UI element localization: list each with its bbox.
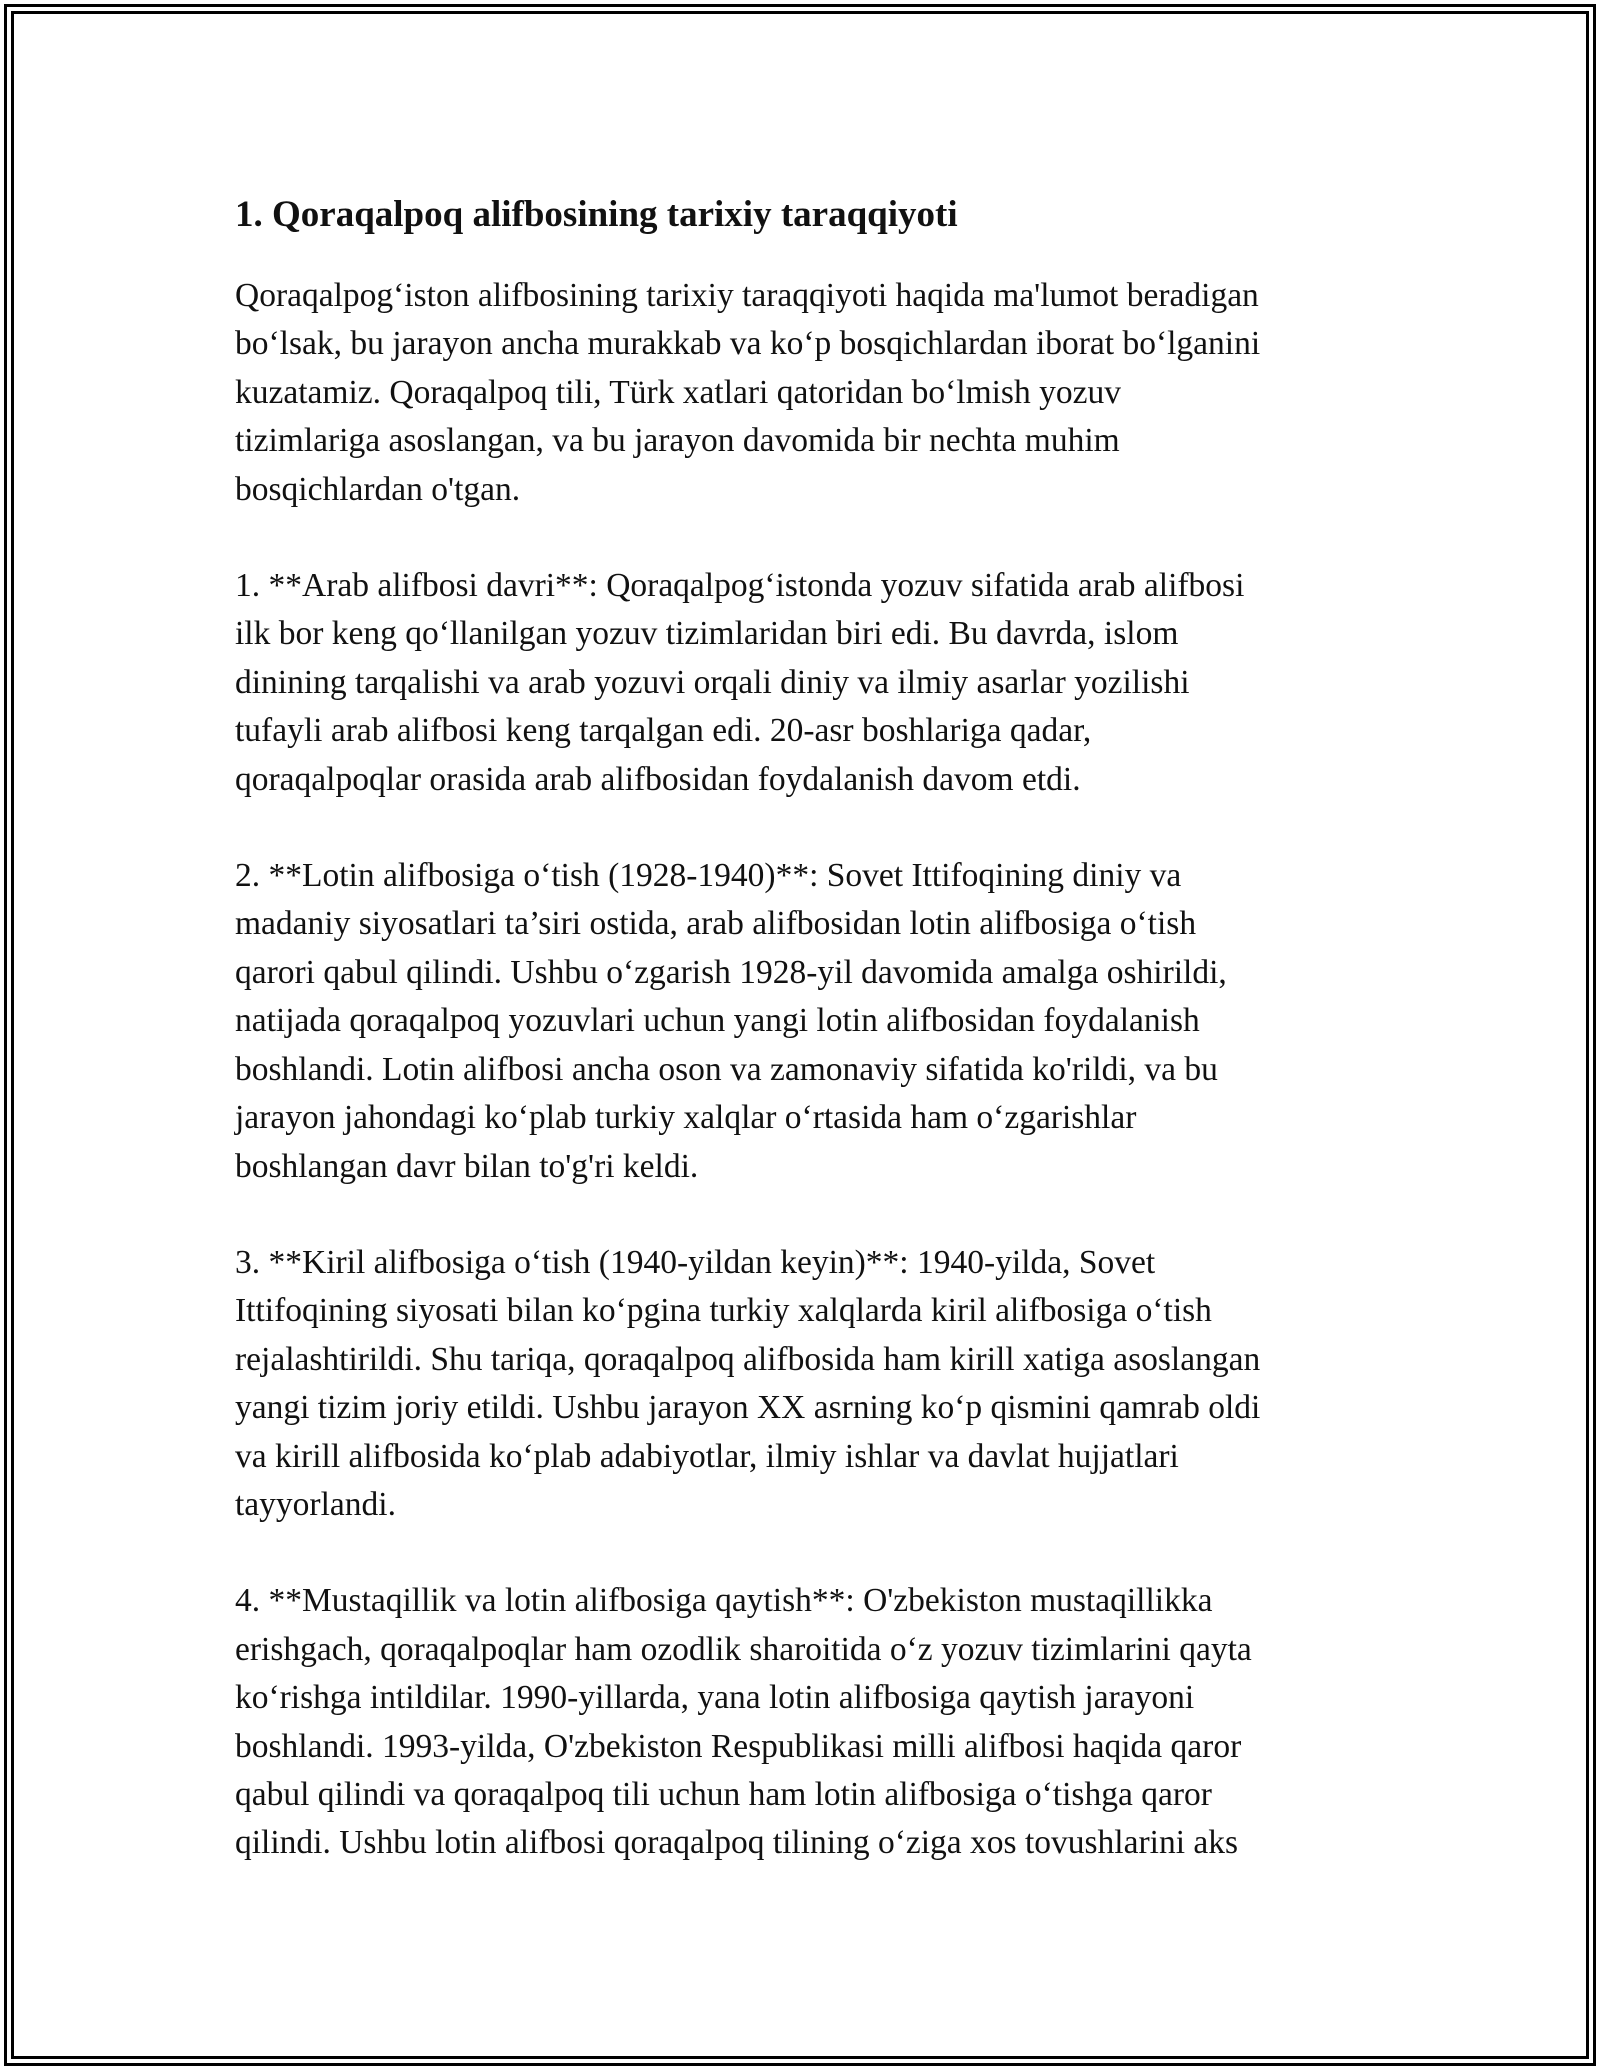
intro-paragraph: Qoraqalpog‘iston alifbosining tarixiy taraqqiyoti haqida ma'lumot beradigan bo‘lsak, bu jarayon ancha murakkab va ko‘p bosqichlardan iborat bo‘lganini kuzatamiz. Qoraqalpoq tili, Türk xatlari qatoridan bo‘lmish yozuv tizimlariga asoslangan, va bu jarayon davomida bir nechta muhim bosqichlardan o'tgan. [235, 277, 1261, 508]
paragraph-independence: 4. **Mustaqillik va lotin alifbosiga qaytish**: O'zbekiston mustaqillikka erishgach, qoraqalpoqlar ham ozodlik sharoitida o‘z yozuv tizimlarini qayta ko‘rishga intildilar. 1990-yillarda, yana lotin alifbosiga qaytish jarayoni boshlandi. 1993-yilda, O'zbekiston Respublikasi milli alifbosi haqida qaror qabul qilindi va qoraqalpoq tili uchun ham lotin alifbosiga o‘tishga qaror qilindi. Ushbu lotin alifbosi qoraqalpoq tilining o‘ziga xos tovushlarini aks [235, 1582, 1252, 1862]
paragraph-latin-alphabet: 2. **Lotin alifbosiga o‘tish (1928-1940)**: Sovet Ittifoqining diniy va madaniy siyosatlari ta’siri ostida, arab alifbosidan lotin alifbosiga o‘tish qarori qabul qilindi. Ushbu o‘zgarish 1928-yil davomida amalga oshirildi, natijada qoraqalpoq yozuvlari uchun yangi lotin alifbosidan foydalanish boshlandi. Lotin alifbosi ancha oson va zamonaviy sifatida ko'rildi, va bu jarayon jahondagi ko‘plab turkiy xalqlar o‘rtasida ham o‘zgarishlar boshlangan davr bilan to'g'ri keldi. [235, 857, 1227, 1185]
section-title: 1. Qoraqalpoq alifbosining tarixiy taraqqiyoti [235, 194, 958, 235]
document-body [235, 184, 1385, 1868]
paragraph-cyrillic-alphabet: 3. **Kiril alifbosiga o‘tish (1940-yildan keyin)**: 1940-yilda, Sovet Ittifoqining siyosati bilan ko‘pgina turkiy xalqlarda kiril alifbosiga o‘tish rejalashtirildi. Shu tariqa, qoraqalpoq alifbosida ham kirill xatiga asoslangan yangi tizim joriy etildi. Ushbu jarayon XX asrning ko‘p qismini qamrab oldi va kirill alifbosida ko‘plab adabiyotlar, ilmiy ishlar va davlat hujjatlari tayyorlandi. [235, 1243, 1261, 1523]
paragraph-arab-alphabet: 1. **Arab alifbosi davri**: Qoraqalpog‘istonda yozuv sifatida arab alifbosi ilk bor keng qo‘llanilgan yozuv tizimlaridan biri edi. Bu davrda, islom dinining tarqalishi va arab yozuvi orqali diniy va ilmiy asarlar yozilishi tufayli arab alifbosi keng tarqalgan edi. 20-asr boshlariga qadar, qoraqalpoqlar orasida arab alifbosidan foydalanish davom etdi. [235, 567, 1245, 798]
